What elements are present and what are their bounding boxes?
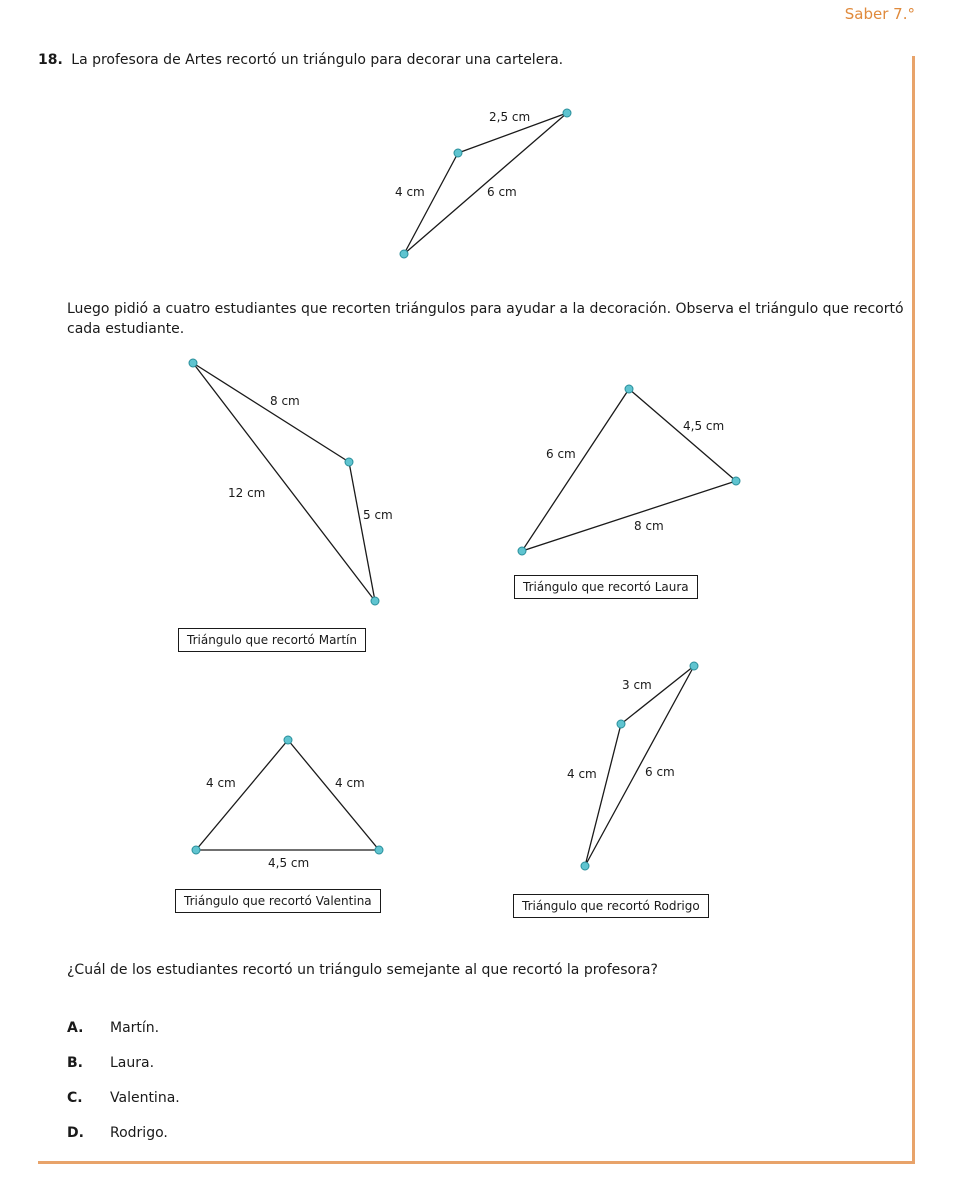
valentina-vertex-3	[192, 846, 200, 854]
teacher-vertex-1	[454, 149, 462, 157]
valentina-vertex-1	[284, 736, 292, 744]
martin-side-label-2: 12 cm	[228, 486, 266, 500]
martin-vertex-1	[189, 359, 197, 367]
laura-triangle	[518, 385, 740, 555]
teacher-side-label-1: 2,5 cm	[489, 110, 531, 124]
laura-side-label-3: 8 cm	[634, 519, 664, 533]
teacher-triangle	[395, 109, 571, 258]
option-letter: B.	[67, 1055, 83, 1071]
valentina-side-label-1: 4 cm	[206, 776, 236, 790]
option-text: Valentina.	[110, 1090, 180, 1106]
martin-triangle	[189, 359, 393, 605]
question-stem-text: La profesora de Artes recortó un triángulo para decorar una cartelera.	[71, 52, 564, 68]
martin-side-label-1: 8 cm	[270, 394, 300, 408]
laura-side-label-1: 6 cm	[546, 447, 576, 461]
valentina-vertex-2	[375, 846, 383, 854]
rodrigo-triangle	[567, 662, 698, 870]
grade-label: Saber 7.°	[844, 5, 915, 23]
valentina-side-label-2: 4 cm	[335, 776, 365, 790]
option-d[interactable]	[67, 1125, 180, 1160]
option-letter: C.	[67, 1090, 83, 1106]
rodrigo-caption: Triángulo que recortó Rodrigo	[513, 894, 709, 918]
martin-caption: Triángulo que recortó Martín	[178, 628, 366, 652]
rodrigo-side-label-1: 3 cm	[622, 678, 652, 692]
laura-vertex-1	[625, 385, 633, 393]
rodrigo-vertex-2	[690, 662, 698, 670]
valentina-side-label-3: 4,5 cm	[268, 856, 310, 870]
valentina-caption: Triángulo que recortó Valentina	[175, 889, 381, 913]
option-text: Martín.	[110, 1020, 160, 1036]
option-text: Rodrigo.	[110, 1125, 168, 1141]
option-text: Laura.	[110, 1055, 155, 1071]
rodrigo-vertex-3	[581, 862, 589, 870]
option-c[interactable]	[67, 1090, 180, 1125]
option-b[interactable]	[67, 1055, 180, 1090]
option-letter: A.	[67, 1020, 84, 1036]
teacher-triangle-edges	[404, 113, 567, 254]
rodrigo-side-label-3: 6 cm	[645, 765, 675, 779]
option-a[interactable]	[67, 1020, 180, 1055]
laura-triangle-edges	[522, 389, 736, 551]
laura-vertex-3	[518, 547, 526, 555]
option-letter: D.	[67, 1125, 84, 1141]
teacher-side-label-3: 6 cm	[487, 185, 517, 199]
question-prompt: ¿Cuál de los estudiantes recortó un triángulo semejante al que recortó la profesora?	[67, 962, 658, 978]
question-number: 18.	[38, 52, 63, 68]
teacher-side-label-2: 4 cm	[395, 185, 425, 199]
rodrigo-vertex-1	[617, 720, 625, 728]
valentina-triangle-edges	[196, 740, 379, 850]
laura-side-label-2: 4,5 cm	[683, 419, 725, 433]
teacher-vertex-2	[563, 109, 571, 117]
answer-options	[67, 1020, 180, 1160]
martin-vertex-2	[345, 458, 353, 466]
martin-side-label-3: 5 cm	[363, 508, 393, 522]
question-intro: Luego pidió a cuatro estudiantes que recorten triángulos para ayudar a la decoración. Observa el triángulo que recortó cada estudiante.	[67, 301, 904, 337]
valentina-triangle	[192, 736, 383, 870]
teacher-vertex-3	[400, 250, 408, 258]
laura-vertex-2	[732, 477, 740, 485]
rodrigo-side-label-2: 4 cm	[567, 767, 597, 781]
laura-caption: Triángulo que recortó Laura	[514, 575, 698, 599]
rodrigo-triangle-edges	[585, 666, 694, 866]
martin-vertex-3	[371, 597, 379, 605]
